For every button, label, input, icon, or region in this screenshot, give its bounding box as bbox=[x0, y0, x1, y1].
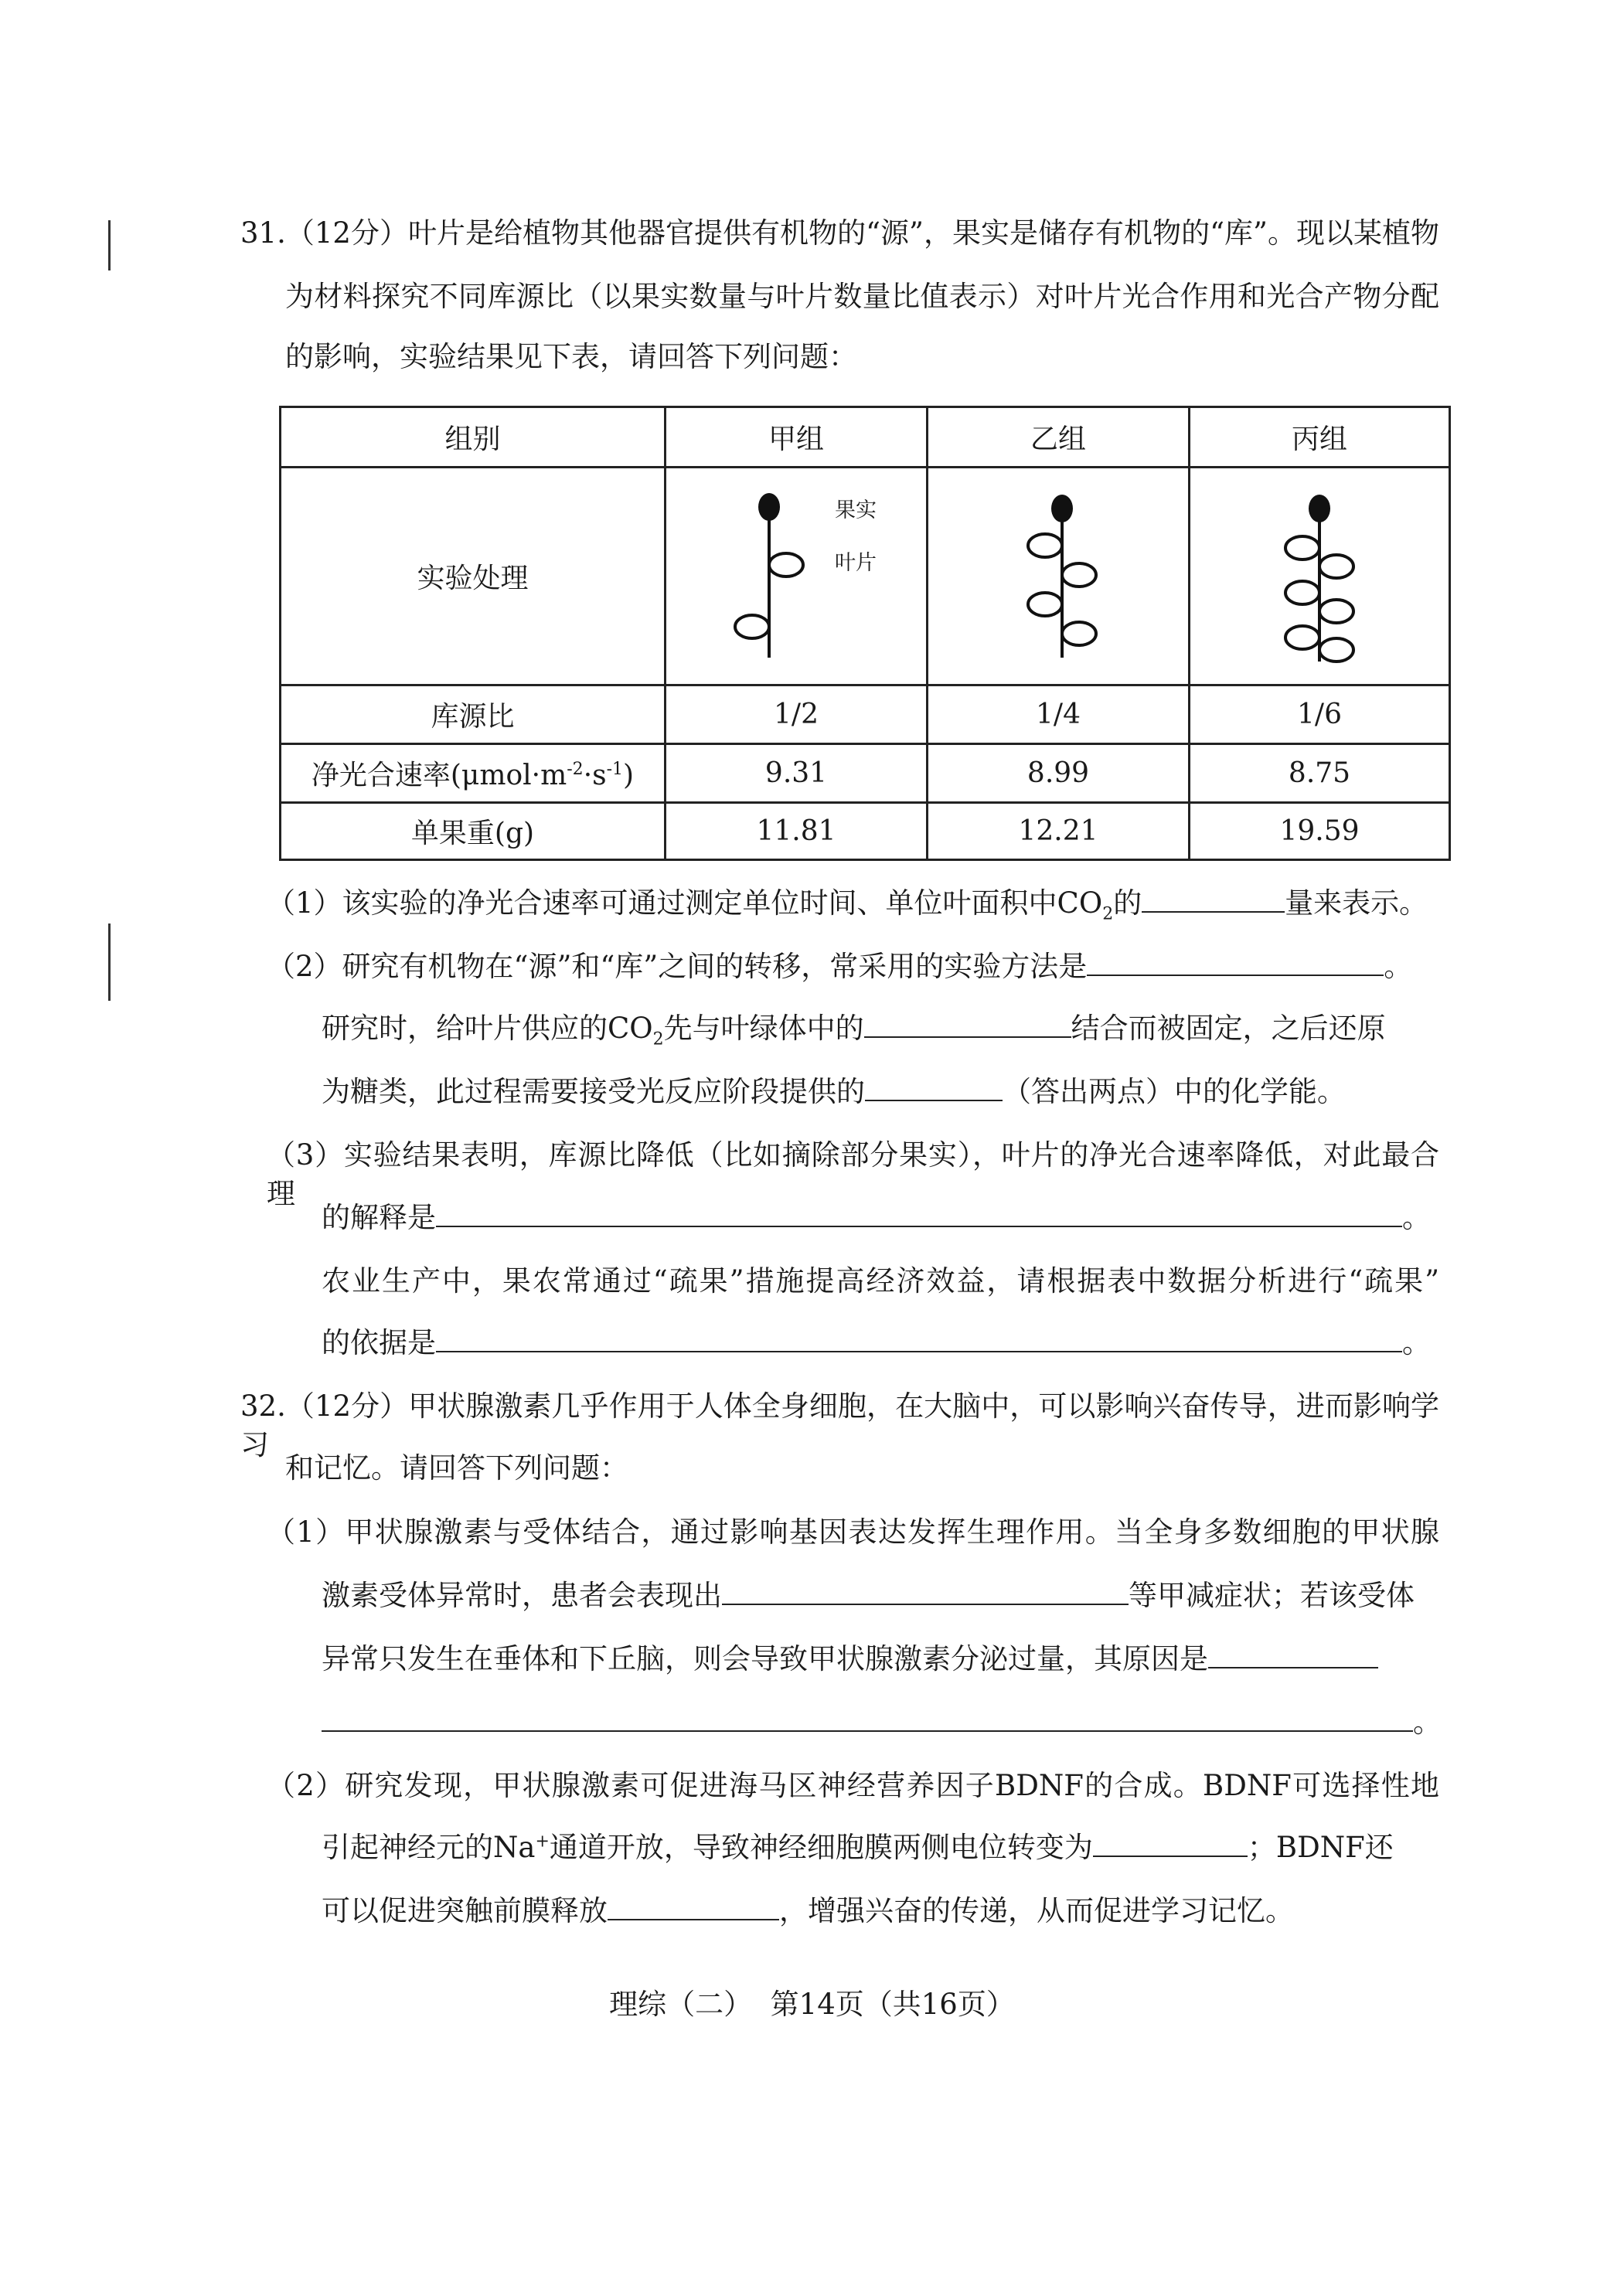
q31-p3-line2 bbox=[322, 1199, 1431, 1237]
q31-line2: 为材料探究不同库源比（以果实数量与叶片数量比值表示）对叶片光合作用和光合产物分配 bbox=[285, 280, 1439, 313]
header-cell: 组别 bbox=[281, 407, 666, 468]
answer-blank[interactable] bbox=[865, 1073, 1003, 1101]
plant-diagram-yi bbox=[928, 468, 1190, 685]
q32-p2-line2 bbox=[322, 1828, 1394, 1867]
q31-p3-line1: （3）实验结果表明，库源比降低（比如摘除部分果实），叶片的净光合速率降低，对此最合理 bbox=[267, 1138, 1439, 1210]
q32-p1-line4 bbox=[322, 1703, 1442, 1742]
text: 的 bbox=[1113, 886, 1142, 920]
subscript: 2 bbox=[1102, 904, 1114, 924]
table-row bbox=[281, 744, 1450, 803]
text: 引起神经元的Na bbox=[322, 1831, 536, 1864]
results-table bbox=[279, 406, 1451, 861]
text: 可以促进突触前膜释放 bbox=[322, 1894, 608, 1927]
page-footer: 理综（二） 第14页（共16页） bbox=[609, 1988, 1015, 2021]
treatment-label: 实验处理 bbox=[281, 468, 666, 685]
answer-blank[interactable] bbox=[436, 1199, 1402, 1227]
superscript: + bbox=[535, 1832, 550, 1852]
q32-p2-line3 bbox=[322, 1892, 1294, 1930]
label-sup: -1 bbox=[606, 760, 624, 779]
fruit-label: 果实 bbox=[835, 498, 877, 522]
subscript: 2 bbox=[652, 1029, 664, 1049]
answer-blank[interactable] bbox=[436, 1325, 1402, 1352]
label-text: 净光合速率(μmol·m bbox=[311, 760, 567, 791]
cell: 9.31 bbox=[666, 744, 928, 803]
table-row bbox=[281, 685, 1450, 744]
cell: 8.99 bbox=[928, 744, 1190, 803]
header-cell: 乙组 bbox=[928, 407, 1190, 468]
answer-blank[interactable] bbox=[722, 1577, 1129, 1605]
q32-p1-line1: （1）甲状腺激素与受体结合，通过影响基因表达发挥生理作用。当全身多数细胞的甲状腺 bbox=[267, 1515, 1439, 1549]
q32-p1-line2 bbox=[322, 1577, 1415, 1615]
cell: 12.21 bbox=[928, 803, 1190, 860]
label-text: ·s bbox=[583, 760, 607, 791]
scan-mark bbox=[108, 924, 111, 1001]
cell: 1/2 bbox=[666, 685, 928, 744]
plant-diagram-6-leaves bbox=[1192, 468, 1447, 677]
text: 等甲减症状；若该受体 bbox=[1129, 1579, 1415, 1612]
answer-blank[interactable] bbox=[1093, 1829, 1248, 1857]
plant-diagram-bing bbox=[1190, 468, 1450, 685]
row-label bbox=[281, 744, 666, 803]
row-label: 库源比 bbox=[281, 685, 666, 744]
header-cell: 丙组 bbox=[1190, 407, 1450, 468]
text: ，增强兴奋的传递，从而促进学习记忆。 bbox=[779, 1894, 1294, 1927]
text: 。 bbox=[1402, 1201, 1431, 1234]
q31-line3: 的影响，实验结果见下表，请回答下列问题： bbox=[285, 340, 857, 373]
text: 结合而被固定，之后还原 bbox=[1071, 1012, 1386, 1045]
q31-p1-line bbox=[267, 884, 1428, 923]
q31-p3-line3: 农业生产中，果农常通过“疏果”措施提高经济效益，请根据表中数据分析进行“疏果” bbox=[322, 1264, 1439, 1298]
text: 研究时，给叶片供应的CO bbox=[322, 1012, 653, 1045]
row-label: 单果重(g) bbox=[281, 803, 666, 860]
cell: 1/4 bbox=[928, 685, 1190, 744]
text: 激素受体异常时，患者会表现出 bbox=[322, 1579, 722, 1612]
answer-blank[interactable] bbox=[322, 1704, 1413, 1732]
text: （答出两点）中的化学能。 bbox=[1003, 1075, 1346, 1108]
text: 量来表示。 bbox=[1285, 886, 1428, 920]
label-sup: -2 bbox=[567, 760, 584, 779]
text: ；BDNF还 bbox=[1247, 1831, 1394, 1864]
answer-blank[interactable] bbox=[1087, 948, 1384, 976]
text: 的解释是 bbox=[322, 1201, 436, 1234]
text: 。 bbox=[1413, 1706, 1442, 1739]
text: 先与叶绿体中的 bbox=[663, 1012, 864, 1045]
text: 通道开放，导致神经细胞膜两侧电位转变为 bbox=[549, 1831, 1093, 1864]
text: 。 bbox=[1402, 1326, 1431, 1359]
cell: 11.81 bbox=[666, 803, 928, 860]
text: （2）研究有机物在“源”和“库”之间的转移，常采用的实验方法是 bbox=[267, 950, 1088, 983]
plant-diagram-2-leaves bbox=[669, 468, 924, 677]
q31-p2-line3 bbox=[322, 1073, 1346, 1111]
answer-blank[interactable] bbox=[1142, 885, 1285, 913]
q31-p3-line4 bbox=[322, 1324, 1431, 1362]
answer-blank[interactable] bbox=[1208, 1641, 1378, 1668]
q31-p2-line1 bbox=[267, 947, 1412, 986]
text: 的依据是 bbox=[322, 1326, 436, 1359]
text: 为糖类，此过程需要接受光反应阶段提供的 bbox=[322, 1075, 865, 1108]
cell: 1/6 bbox=[1190, 685, 1450, 744]
label-text: ) bbox=[623, 760, 635, 791]
text: 异常只发生在垂体和下丘脑，则会导致甲状腺激素分泌过量，其原因是 bbox=[322, 1642, 1208, 1675]
table-row bbox=[281, 803, 1450, 860]
q32-line1: 32.（12分）甲状腺激素几乎作用于人体全身细胞，在大脑中，可以影响兴奋传导，进而影响学习 bbox=[240, 1390, 1439, 1461]
text: 。 bbox=[1384, 950, 1413, 983]
plant-diagram-jia bbox=[666, 468, 928, 685]
plant-diagram-4-leaves bbox=[931, 468, 1186, 677]
text: （1）该实验的净光合速率可通过测定单位时间、单位叶面积中CO bbox=[267, 886, 1103, 920]
q32-p1-line3 bbox=[322, 1640, 1378, 1679]
scan-mark bbox=[108, 220, 111, 270]
answer-blank[interactable] bbox=[864, 1010, 1071, 1038]
cell: 19.59 bbox=[1190, 803, 1450, 860]
q32-p2-line1: （2）研究发现，甲状腺激素可促进海马区神经营养因子BDNF的合成。BDNF可选择性地 bbox=[267, 1769, 1439, 1802]
leaf-label: 叶片 bbox=[835, 551, 877, 575]
header-cell: 甲组 bbox=[666, 407, 928, 468]
q31-line1: 31.（12分）叶片是给植物其他器官提供有机物的“源”，果实是储存有机物的“库”。现以某植物 bbox=[240, 216, 1439, 250]
answer-blank[interactable] bbox=[608, 1893, 779, 1920]
q31-p2-line2 bbox=[322, 1009, 1386, 1048]
cell: 8.75 bbox=[1190, 744, 1450, 803]
q32-line2: 和记忆。请回答下列问题： bbox=[285, 1451, 628, 1485]
